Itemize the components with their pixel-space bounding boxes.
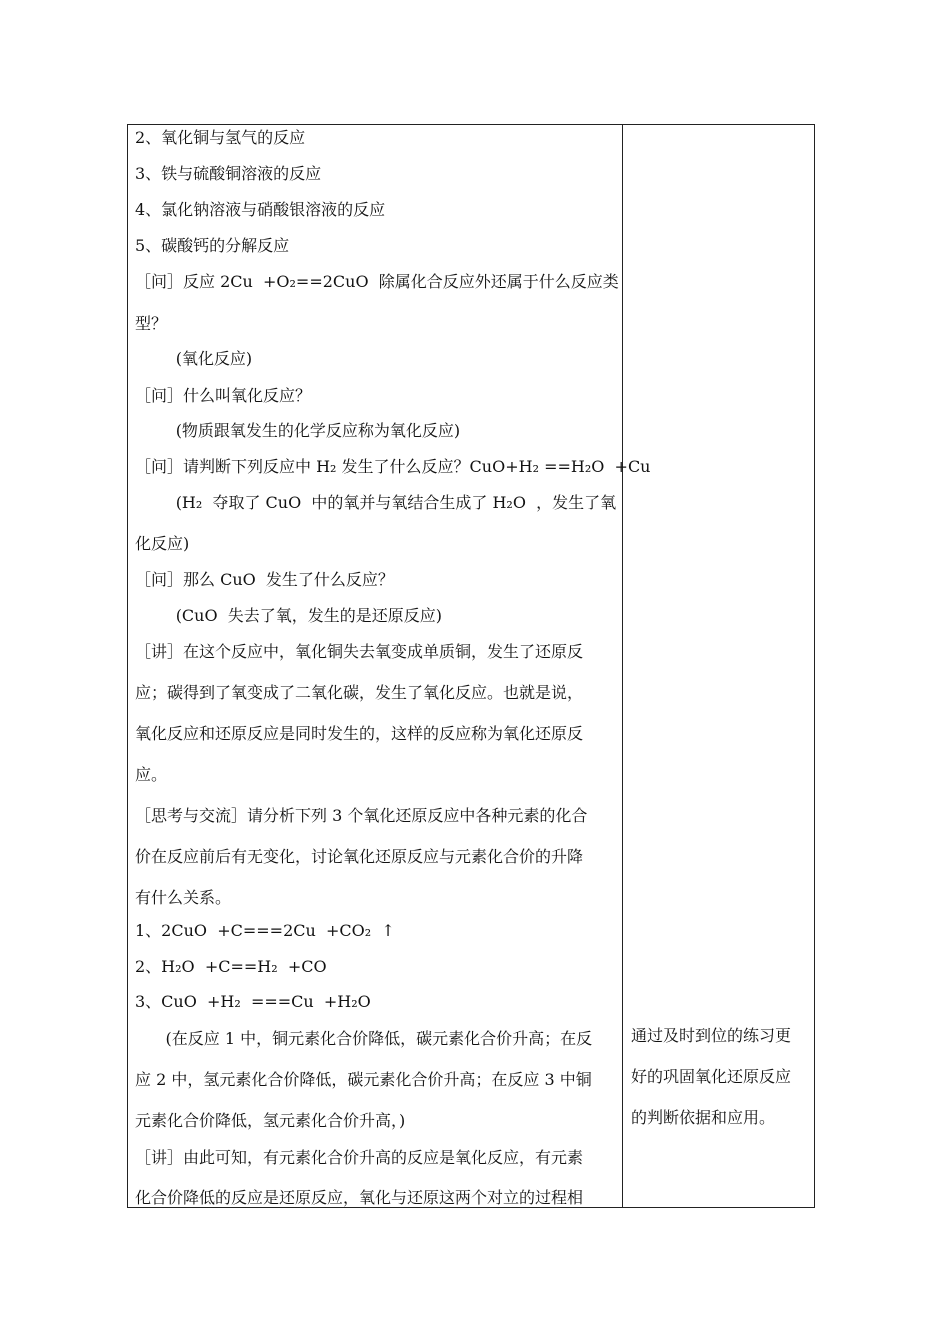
text-line: (H₂ 夺取了 CuO 中的氧并与氧结合生成了 H₂O ，发生了氧 — [135, 493, 617, 512]
note-line: 好的巩固氧化还原反应 — [631, 1067, 792, 1086]
text-line: 化合价降低的反应是还原反应，氧化与还原这两个对立的过程相 — [135, 1188, 584, 1207]
text-line: 2、氧化铜与氢气的反应 — [135, 128, 306, 147]
text-line: ［问］那么 CuO 发生了什么反应？ — [135, 570, 394, 589]
column-divider — [622, 124, 623, 1208]
text-line: 应。 — [135, 765, 168, 784]
text-line: 化反应) — [135, 534, 190, 553]
text-line: 有什么关系。 — [135, 888, 232, 907]
text-line: 氧化反应和还原反应是同时发生的，这样的反应称为氧化还原反 — [135, 724, 584, 743]
text-line: 应；碳得到了氧变成了二氧化碳，发生了氧化反应。也就是说， — [135, 683, 584, 702]
text-line: 价在反应前后有无变化，讨论氧化还原反应与元素化合价的升降 — [135, 847, 584, 866]
text-line: (CuO 失去了氧，发生的是还原反应) — [135, 606, 443, 625]
text-line: (氧化反应) — [135, 349, 253, 368]
text-line: 1、2CuO +C===2Cu +CO₂ ↑ — [135, 921, 395, 940]
text-line: ［思考与交流］请分析下列 3 个氧化还原反应中各种元素的化合 — [135, 806, 588, 825]
note-line: 的判断依据和应用。 — [631, 1108, 776, 1127]
text-line: ［问］什么叫氧化反应？ — [135, 386, 312, 405]
text-line: 4、氯化钠溶液与硝酸银溶液的反应 — [135, 200, 386, 219]
text-line: (物质跟氧发生的化学反应称为氧化反应) — [135, 421, 461, 440]
text-line: 2、H₂O +C==H₂ +CO — [135, 957, 327, 976]
text-line: 型？ — [135, 314, 168, 333]
text-line: ［问］请判断下列反应中 H₂ 发生了什么反应？CuO+H₂ ==H₂O +Cu — [135, 457, 651, 476]
text-line: 3、CuO +H₂ ===Cu +H₂O — [135, 992, 371, 1011]
text-line: ［讲］由此可知，有元素化合价升高的反应是氧化反应，有元素 — [135, 1148, 584, 1167]
note-line: 通过及时到位的练习更 — [631, 1026, 792, 1045]
text-line: (在反应 1 中，铜元素化合价降低，碳元素化合价升高；在反 — [135, 1029, 593, 1048]
text-line: ［问］反应 2Cu +O₂==2CuO 除属化合反应外还属于什么反应类 — [135, 272, 619, 291]
text-line: 3、铁与硫酸铜溶液的反应 — [135, 164, 322, 183]
text-line: 5、碳酸钙的分解反应 — [135, 236, 290, 255]
text-line: ［讲］在这个反应中，氧化铜失去氧变成单质铜，发生了还原反 — [135, 642, 584, 661]
text-line: 应 2 中，氢元素化合价降低，碳元素化合价升高；在反应 3 中铜 — [135, 1070, 592, 1089]
text-line: 元素化合价降低，氢元素化合价升高，) — [135, 1111, 406, 1130]
